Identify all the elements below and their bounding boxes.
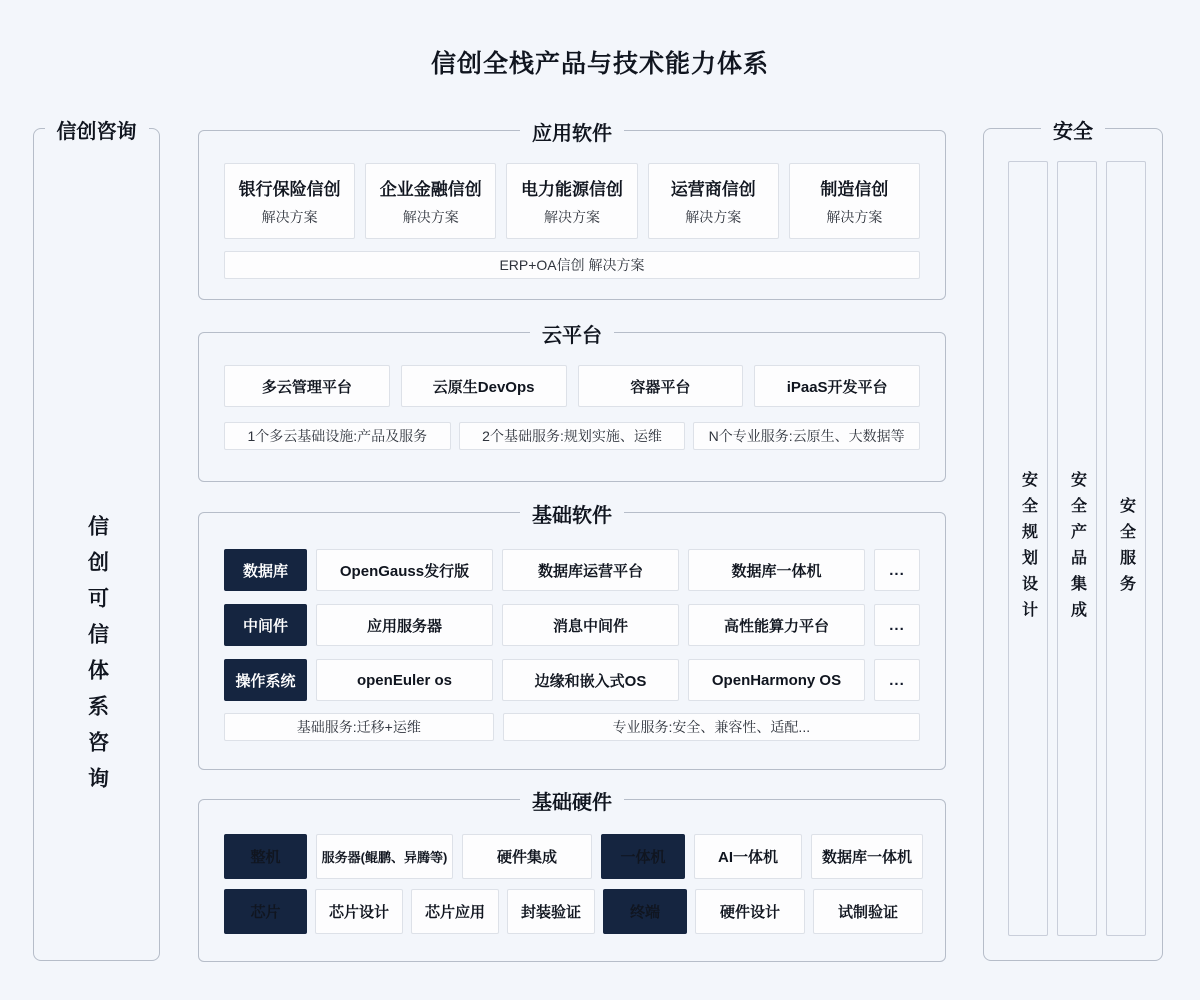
software-bar-basic-services: 基础服务:迁移+运维 bbox=[224, 713, 494, 741]
app-card-energy bbox=[506, 163, 637, 239]
app-card-manufacturing bbox=[789, 163, 920, 239]
app-card-banking-sub: 解决方案 bbox=[261, 209, 318, 225]
hardware-row-chips bbox=[224, 889, 920, 934]
section-application-software bbox=[198, 123, 946, 300]
software-item-hpc-platform: 高性能算力平台 bbox=[688, 604, 865, 646]
cloud-box-devops: 云原生DevOps bbox=[401, 365, 567, 407]
consulting-vertical-wrap bbox=[34, 515, 159, 803]
app-card-carrier bbox=[648, 163, 779, 239]
section-cloud-platform bbox=[198, 325, 946, 482]
hardware-item-hardware-integration: 硬件集成 bbox=[462, 834, 592, 879]
app-card-manufacturing-name: 制造信创 bbox=[820, 180, 889, 199]
hardware-item-trial-validation: 试制验证 bbox=[813, 889, 923, 934]
app-card-finance-sub: 解决方案 bbox=[402, 209, 459, 225]
panel-consulting-title: 信创咨询 bbox=[45, 115, 149, 144]
hardware-item-ai-appliance: AI一体机 bbox=[694, 834, 802, 879]
cloud-bar-basic-services: 2个基础服务:规划实施、运维 bbox=[459, 422, 686, 450]
section-basic-software bbox=[198, 505, 946, 770]
software-item-edge-embedded-os: 边缘和嵌入式OS bbox=[502, 659, 679, 701]
software-item-message-middleware: 消息中间件 bbox=[502, 604, 679, 646]
hardware-item-server-kunpeng: 服务器(鲲鹏、异腾等) bbox=[316, 834, 453, 879]
software-more-middleware: ... bbox=[874, 604, 920, 646]
hardware-label-chip: 芯片 bbox=[224, 889, 307, 934]
cloud-box-multicloud: 多云管理平台 bbox=[224, 365, 390, 407]
hardware-row-machines bbox=[224, 834, 920, 879]
hardware-item-chip-application: 芯片应用 bbox=[411, 889, 499, 934]
app-card-carrier-name: 运营商信创 bbox=[670, 180, 756, 199]
panel-security-title: 安全 bbox=[1041, 115, 1105, 144]
software-label-middleware: 中间件 bbox=[224, 604, 307, 646]
software-item-app-server: 应用服务器 bbox=[316, 604, 493, 646]
hardware-label-complete-machine: 整机 bbox=[224, 834, 307, 879]
software-more-os: ... bbox=[874, 659, 920, 701]
cloud-bar-infrastructure: 1个多云基础设施:产品及服务 bbox=[224, 422, 451, 450]
software-rows bbox=[224, 549, 920, 701]
app-card-carrier-sub: 解决方案 bbox=[685, 209, 742, 225]
section-basic-software-title: 基础软件 bbox=[520, 499, 624, 528]
app-card-finance-name: 企业金融信创 bbox=[379, 180, 482, 199]
software-item-db-appliance: 数据库一体机 bbox=[688, 549, 865, 591]
software-more-database: ... bbox=[874, 549, 920, 591]
software-label-database: 数据库 bbox=[224, 549, 307, 591]
cloud-box-container: 容器平台 bbox=[578, 365, 744, 407]
hardware-item-db-appliance: 数据库一体机 bbox=[811, 834, 923, 879]
hardware-label-terminal: 终端 bbox=[603, 889, 687, 934]
cloud-bar-row bbox=[224, 422, 920, 450]
software-item-db-ops-platform: 数据库运营平台 bbox=[502, 549, 679, 591]
hardware-label-appliance: 一体机 bbox=[601, 834, 685, 879]
security-column-integration-label: 安全产品集成 bbox=[1068, 470, 1086, 627]
section-basic-hardware-title: 基础硬件 bbox=[520, 786, 624, 815]
software-row-middleware bbox=[224, 604, 920, 646]
page-title: 信创全栈产品与技术能力体系 bbox=[430, 50, 769, 78]
section-application-software-title: 应用软件 bbox=[520, 117, 624, 146]
section-basic-hardware bbox=[198, 792, 946, 962]
cloud-box-ipaas: iPaaS开发平台 bbox=[754, 365, 920, 407]
hardware-item-hardware-design: 硬件设计 bbox=[695, 889, 805, 934]
software-row-database bbox=[224, 549, 920, 591]
software-item-opengauss: OpenGauss发行版 bbox=[316, 549, 493, 591]
security-column-integration bbox=[1057, 161, 1097, 936]
app-card-energy-sub: 解决方案 bbox=[544, 209, 600, 225]
app-card-banking bbox=[224, 163, 355, 239]
app-card-energy-name: 电力能源信创 bbox=[521, 180, 623, 199]
security-column-planning bbox=[1008, 161, 1048, 936]
cloud-bar-pro-services: N个专业服务:云原生、大数据等 bbox=[693, 422, 920, 450]
software-item-openharmony: OpenHarmony OS bbox=[688, 659, 865, 701]
section-cloud-platform-title: 云平台 bbox=[530, 319, 614, 348]
app-card-finance bbox=[365, 163, 496, 239]
app-card-banking-name: 银行保险信创 bbox=[238, 180, 341, 199]
software-row-os bbox=[224, 659, 920, 701]
hardware-item-chip-design: 芯片设计 bbox=[315, 889, 403, 934]
software-label-os: 操作系统 bbox=[224, 659, 307, 701]
app-card-row bbox=[224, 163, 920, 239]
panel-security bbox=[983, 121, 1163, 961]
security-column-service bbox=[1106, 161, 1146, 936]
panel-consulting bbox=[33, 121, 160, 961]
security-column-planning-label: 安全规划设计 bbox=[1019, 470, 1037, 627]
software-bar-pro-services: 专业服务:安全、兼容性、适配... bbox=[503, 713, 920, 741]
security-column-service-label: 安全服务 bbox=[1117, 496, 1135, 601]
software-item-openeuler: openEuler os bbox=[316, 659, 493, 701]
app-card-manufacturing-sub: 解决方案 bbox=[826, 209, 883, 225]
hardware-item-packaging-validation: 封装验证 bbox=[507, 889, 595, 934]
app-erp-oa-bar: ERP+OA信创 解决方案 bbox=[224, 251, 920, 279]
consulting-vertical-text: 信创可信体系咨询 bbox=[85, 515, 109, 803]
software-bar-row bbox=[224, 713, 920, 741]
cloud-box-row bbox=[224, 365, 920, 407]
